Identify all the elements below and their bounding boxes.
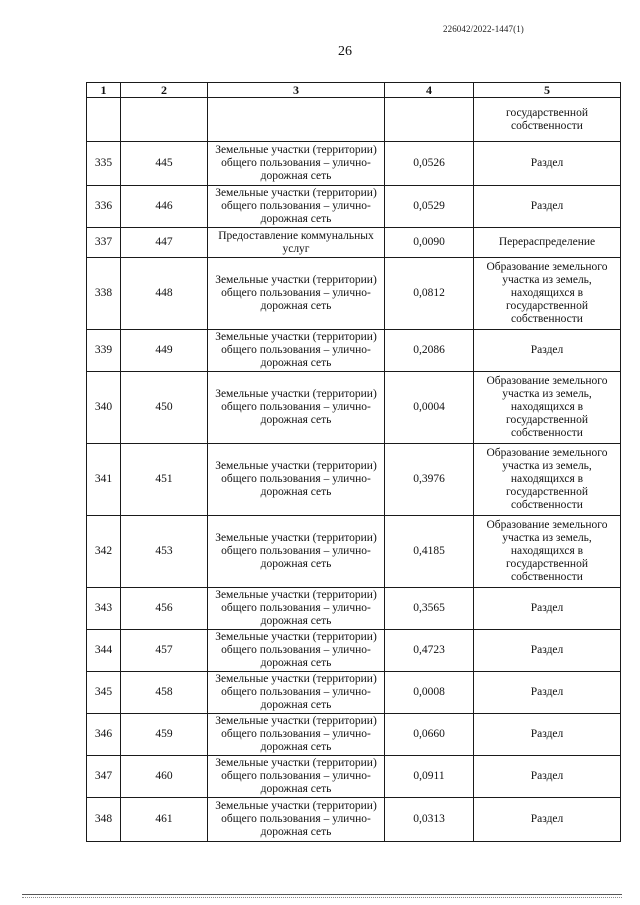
cell-plot-number: 448 — [121, 258, 208, 330]
cell-formation-method: Раздел — [474, 756, 621, 798]
cell-area: 0,0911 — [385, 756, 474, 798]
cell-permitted-use: Земельные участки (территории) общего пользования – улично-дорожная сеть — [208, 186, 385, 228]
cell-area: 0,0004 — [385, 372, 474, 444]
table-row — [87, 588, 621, 630]
column-header-5: 5 — [474, 83, 621, 98]
cell-permitted-use: Земельные участки (территории) общего пользования – улично-дорожная сеть — [208, 756, 385, 798]
table-row — [87, 630, 621, 672]
cell-formation-method: Образование земельного участка из земель, находящихся в государственной собственности — [474, 444, 621, 516]
cell-formation-method: Образование земельного участка из земель, находящихся в государственной собственности — [474, 372, 621, 444]
cell-plot-number: 456 — [121, 588, 208, 630]
cell-plot-number: 453 — [121, 516, 208, 588]
cell-row-number: 338 — [87, 258, 121, 330]
table-row — [87, 798, 621, 842]
table-row — [87, 186, 621, 228]
cell-plot-number: 450 — [121, 372, 208, 444]
cell-area: 0,0008 — [385, 672, 474, 714]
cell-plot-number — [121, 98, 208, 142]
cell-row-number: 337 — [87, 228, 121, 258]
cell-permitted-use: Земельные участки (территории) общего пользования – улично-дорожная сеть — [208, 630, 385, 672]
cell-area: 0,3976 — [385, 444, 474, 516]
cell-row-number: 345 — [87, 672, 121, 714]
column-header-2: 2 — [121, 83, 208, 98]
cell-area: 0,0526 — [385, 142, 474, 186]
cell-row-number: 342 — [87, 516, 121, 588]
table-row — [87, 444, 621, 516]
column-header-3: 3 — [208, 83, 385, 98]
cell-plot-number: 451 — [121, 444, 208, 516]
cell-area: 0,0090 — [385, 228, 474, 258]
table-row — [87, 372, 621, 444]
table-row — [87, 672, 621, 714]
table-row — [87, 516, 621, 588]
cell-plot-number: 457 — [121, 630, 208, 672]
cell-formation-method: Образование земельного участка из земель, находящихся в государственной собственности — [474, 516, 621, 588]
cell-formation-method: Раздел — [474, 186, 621, 228]
cell-formation-method: Раздел — [474, 330, 621, 372]
cell-permitted-use: Земельные участки (территории) общего пользования – улично-дорожная сеть — [208, 372, 385, 444]
cell-row-number: 340 — [87, 372, 121, 444]
cell-permitted-use: Земельные участки (территории) общего пользования – улично-дорожная сеть — [208, 672, 385, 714]
cell-plot-number: 461 — [121, 798, 208, 842]
cell-permitted-use: Земельные участки (территории) общего пользования – улично-дорожная сеть — [208, 798, 385, 842]
document-code: 226042/2022-1447(1) — [443, 24, 524, 34]
table-body — [87, 98, 621, 842]
cell-plot-number: 449 — [121, 330, 208, 372]
land-plots-table — [86, 82, 621, 842]
cell-plot-number: 460 — [121, 756, 208, 798]
cell-permitted-use: Земельные участки (территории) общего пользования – улично-дорожная сеть — [208, 258, 385, 330]
cell-plot-number: 447 — [121, 228, 208, 258]
cell-row-number: 347 — [87, 756, 121, 798]
cell-row-number: 343 — [87, 588, 121, 630]
cell-permitted-use — [208, 98, 385, 142]
cell-plot-number: 458 — [121, 672, 208, 714]
table-row — [87, 142, 621, 186]
cell-area — [385, 98, 474, 142]
cell-permitted-use: Земельные участки (территории) общего пользования – улично-дорожная сеть — [208, 330, 385, 372]
table-header-row — [87, 83, 621, 98]
cell-row-number: 344 — [87, 630, 121, 672]
table-row — [87, 228, 621, 258]
cell-row-number: 348 — [87, 798, 121, 842]
table-row — [87, 714, 621, 756]
cell-row-number: 336 — [87, 186, 121, 228]
footer-rule-dotted — [22, 897, 622, 898]
cell-permitted-use: Земельные участки (территории) общего пользования – улично-дорожная сеть — [208, 142, 385, 186]
cell-formation-method: Раздел — [474, 142, 621, 186]
cell-formation-method: Раздел — [474, 672, 621, 714]
cell-area: 0,0660 — [385, 714, 474, 756]
cell-formation-method: Образование земельного участка из земель, находящихся в государственной собственности — [474, 258, 621, 330]
cell-area: 0,0529 — [385, 186, 474, 228]
cell-permitted-use: Земельные участки (территории) общего пользования – улично-дорожная сеть — [208, 588, 385, 630]
cell-permitted-use: Земельные участки (территории) общего пользования – улично-дорожная сеть — [208, 444, 385, 516]
cell-area: 0,4185 — [385, 516, 474, 588]
cell-row-number: 335 — [87, 142, 121, 186]
cell-permitted-use: Земельные участки (территории) общего пользования – улично-дорожная сеть — [208, 516, 385, 588]
cell-formation-method: Раздел — [474, 588, 621, 630]
cell-formation-method: Раздел — [474, 714, 621, 756]
cell-plot-number: 446 — [121, 186, 208, 228]
cell-row-number — [87, 98, 121, 142]
cell-row-number: 346 — [87, 714, 121, 756]
footer-rule — [22, 894, 622, 895]
cell-row-number: 341 — [87, 444, 121, 516]
cell-plot-number: 459 — [121, 714, 208, 756]
column-header-1: 1 — [87, 83, 121, 98]
table-row — [87, 756, 621, 798]
cell-area: 0,3565 — [385, 588, 474, 630]
cell-row-number: 339 — [87, 330, 121, 372]
table-row — [87, 258, 621, 330]
column-header-4: 4 — [385, 83, 474, 98]
cell-formation-method: Раздел — [474, 630, 621, 672]
cell-permitted-use: Земельные участки (территории) общего пользования – улично-дорожная сеть — [208, 714, 385, 756]
cell-area: 0,2086 — [385, 330, 474, 372]
continuation-row — [87, 98, 621, 142]
cell-area: 0,0812 — [385, 258, 474, 330]
cell-formation-method: Перераспределение — [474, 228, 621, 258]
cell-permitted-use: Предоставление коммунальных услуг — [208, 228, 385, 258]
cell-formation-method: государственной собственности — [474, 98, 621, 142]
cell-area: 0,4723 — [385, 630, 474, 672]
cell-formation-method: Раздел — [474, 798, 621, 842]
cell-area: 0,0313 — [385, 798, 474, 842]
cell-plot-number: 445 — [121, 142, 208, 186]
table-row — [87, 330, 621, 372]
page-number: 26 — [338, 44, 352, 59]
